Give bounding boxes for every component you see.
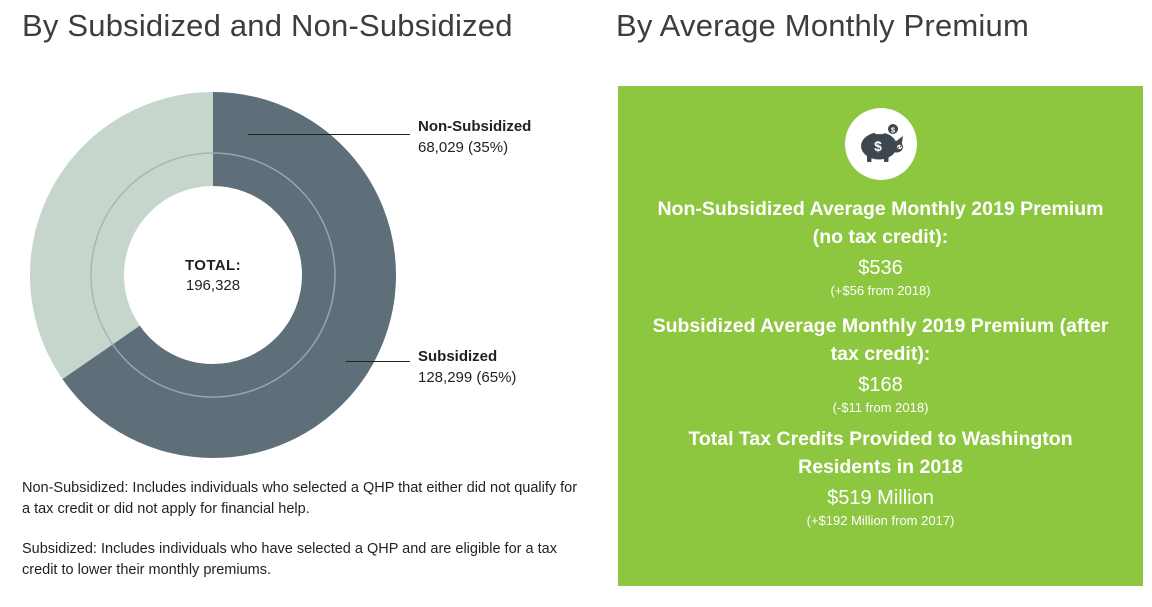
piggy-bank-icon-svg xyxy=(855,122,907,166)
stat-non-subsidized-note: (+$56 from 2018) xyxy=(830,283,931,299)
footnote-subsidized: Subsidized: Includes individuals who have selected a QHP and are eligible for a tax credit to lower their monthly premiums. xyxy=(22,541,557,579)
callout-non-subsidized-value: 68,029 (35%) xyxy=(418,139,509,156)
leader-line-subsidized xyxy=(346,361,410,362)
stat-subsidized-premium xyxy=(618,313,1143,415)
callout-subsidized-value: 128,299 (65%) xyxy=(418,369,517,386)
callout-subsidized-name: Subsidized xyxy=(418,348,498,365)
donut-chart xyxy=(20,82,406,468)
stat-non-subsidized-premium xyxy=(618,196,1143,298)
donut-total-value: 196,328 xyxy=(185,276,241,294)
stat-non-subsidized-value: $536 xyxy=(858,257,903,280)
leader-line-non-subsidized xyxy=(248,134,410,135)
stat-subsidized-note: (-$11 from 2018) xyxy=(832,400,929,416)
stat-subsidized-value: $168 xyxy=(858,374,903,397)
right-panel-title: By Average Monthly Premium xyxy=(616,8,1029,43)
stat-total-tax-credits-heading: Total Tax Credits Provided to Washington Residents in 2018 xyxy=(688,428,1073,478)
donut-total-label: TOTAL: xyxy=(185,256,241,274)
stat-total-tax-credits-value: $519 Million xyxy=(827,487,934,510)
stat-total-tax-credits-note: (+$192 Million from 2017) xyxy=(806,513,955,529)
donut-chart-svg xyxy=(20,82,406,468)
footnote-non-subsidized: Non-Subsidized: Includes individuals who selected a QHP that either did not qualify for a tax credit or did not apply for financial help. xyxy=(22,480,578,518)
premium-summary-card xyxy=(618,86,1143,586)
piggy-bank-icon xyxy=(845,108,917,180)
svg-text:$: $ xyxy=(890,125,895,135)
footnotes xyxy=(22,478,582,600)
stat-total-tax-credits xyxy=(618,426,1143,528)
stat-subsidized-heading: Subsidized Average Monthly 2019 Premium (after tax credit): xyxy=(652,315,1109,365)
callout-subsidized xyxy=(418,348,516,386)
left-panel-title: By Subsidized and Non-Subsidized xyxy=(22,8,513,43)
svg-text:$: $ xyxy=(873,138,882,154)
stat-non-subsidized-heading: Non-Subsidized Average Monthly 2019 Premium (no tax credit): xyxy=(657,198,1104,248)
callout-non-subsidized xyxy=(418,118,531,156)
callout-non-subsidized-name: Non-Subsidized xyxy=(418,118,532,135)
